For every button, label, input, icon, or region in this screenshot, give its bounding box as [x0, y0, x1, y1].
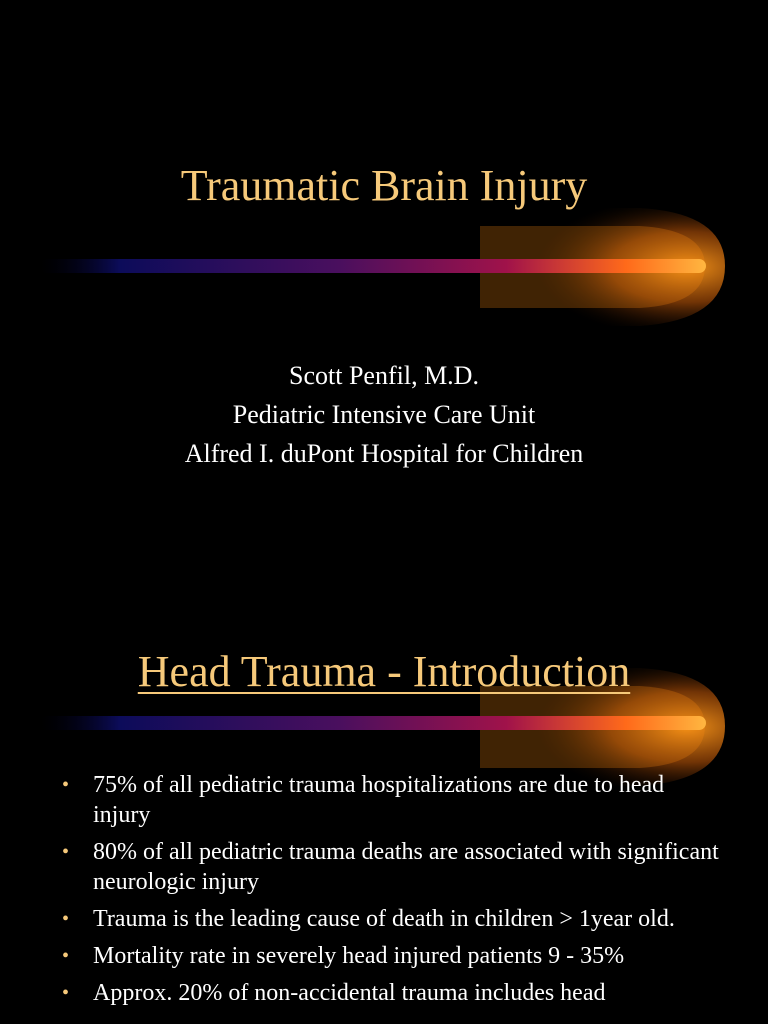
bullet-dot: •: [62, 982, 70, 1004]
list-item: • 80% of all pediatric trauma deaths are associated with significant neurologic injury: [62, 839, 719, 895]
bullet-dot: •: [62, 945, 70, 967]
list-item: • Mortality rate in severely head injured patients 9 - 35%: [62, 943, 625, 969]
intro-slide: [0, 560, 768, 1024]
list-item: • Trauma is the leading cause of death in children > 1year old.: [62, 906, 675, 932]
presenter-name: Scott Penfil, M.D.: [289, 361, 479, 390]
bullet-dot: •: [62, 774, 70, 796]
slide-title: Head Trauma - Introduction: [137, 647, 631, 696]
list-item: • Approx. 20% of non-accidental trauma includes head: [62, 980, 606, 1006]
slide-title: Traumatic Brain Injury: [180, 161, 588, 210]
department: Pediatric Intensive Care Unit: [232, 400, 536, 429]
bullet-list: [62, 770, 722, 1015]
bullet-dot: •: [62, 841, 70, 863]
swoosh-decoration: [0, 198, 768, 338]
list-item: • 75% of all pediatric trauma hospitalizations are due to head injury: [62, 772, 665, 828]
bullet-dot: •: [62, 908, 70, 930]
presenter-info: [0, 356, 768, 473]
institution: Alfred I. duPont Hospital for Children: [184, 439, 584, 468]
